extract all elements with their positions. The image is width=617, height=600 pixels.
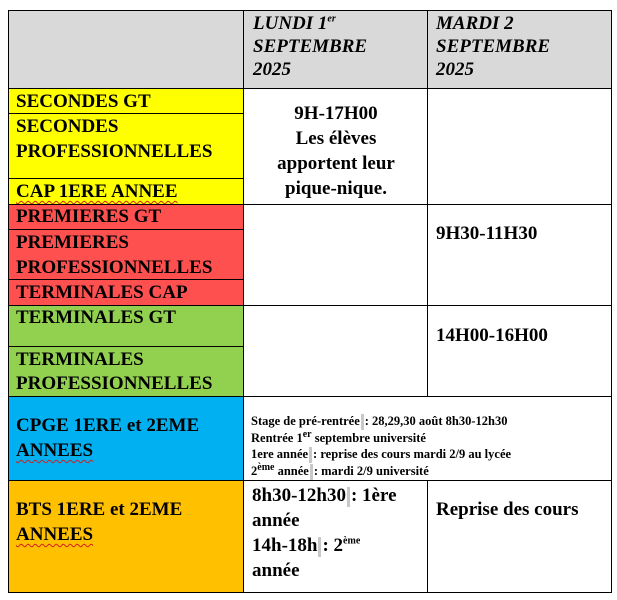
header-tuesday-month: SEPTEMBRE: [436, 36, 551, 57]
orange-label-line2: ANNEES: [16, 524, 94, 545]
header-empty-cell: [8, 10, 244, 89]
blue-info-first-year: 1ere année: [251, 447, 309, 462]
header-tuesday-year: 2025: [436, 59, 474, 80]
orange-tuesday-text: Reprise des cours: [436, 499, 579, 520]
red-label-a: PREMIERES GT: [16, 206, 162, 227]
blue-label-line2: ANNEES: [16, 440, 94, 461]
red-monday-cell: [244, 204, 428, 305]
blue-info-second-year-sup: ème: [257, 462, 275, 474]
blue-info-first-year-rest: : reprise des cours mardi 2/9 au lycée: [313, 447, 512, 462]
red-label-c: TERMINALES CAP: [16, 282, 188, 303]
yellow-label-b1: SECONDES: [16, 116, 119, 137]
blue-info-second-year-word: année: [274, 464, 309, 479]
blue-info-rentree-sup: er: [302, 428, 312, 440]
yellow-monday-cell: [244, 89, 428, 204]
red-label-b2: PROFESSIONNELLES: [16, 257, 213, 278]
orange-monday-year1: : 1ère: [350, 485, 397, 506]
yellow-label-a: SECONDES GT: [16, 91, 151, 112]
blue-info-rentree-rest: septembre université: [311, 431, 426, 446]
yellow-label-b2: PROFESSIONNELLES: [16, 141, 213, 162]
blue-label-line1: CPGE 1ERE et 2EME: [16, 415, 200, 436]
header-tuesday-day: MARDI 2: [436, 13, 514, 34]
header-tuesday-cell: [428, 10, 611, 89]
blue-info-stage-dates: : 28,29,30 août 8h30-12h30: [364, 414, 508, 428]
orange-monday-word1: année: [252, 510, 300, 531]
blue-info-second-year: 2: [251, 464, 258, 479]
yellow-monday-line1: 9H-17H00: [294, 103, 378, 124]
blue-info-cell: [244, 396, 611, 480]
orange-monday-word2: année: [252, 560, 300, 581]
orange-monday-time1: 8h30-12h30: [252, 485, 346, 506]
yellow-tuesday-cell: [428, 89, 611, 204]
blue-info-second-year-rest: : mardi 2/9 université: [313, 464, 429, 479]
header-monday-year: 2025: [253, 59, 291, 80]
orange-monday-time2: 14h-18h: [252, 535, 318, 556]
orange-label-line1: BTS 1ERE et 2EME: [16, 499, 183, 520]
orange-tuesday-cell: [428, 480, 611, 592]
orange-monday-cell: [244, 480, 428, 592]
blue-group-cell: [8, 396, 244, 480]
yellow-group-cell: [8, 89, 244, 204]
yellow-monday-line2: Les élèves: [295, 128, 377, 149]
red-tuesday-time: 9H30-11H30: [436, 223, 538, 244]
header-monday-cell: [244, 10, 428, 89]
yellow-label-c: CAP 1ERE ANNEE: [16, 181, 178, 202]
header-monday-sup: er: [327, 13, 336, 25]
green-tuesday-time: 14H00-16H00: [436, 325, 548, 346]
orange-group-cell: [8, 480, 244, 592]
blue-info-stage: Stage de pré-rentrée: [251, 414, 360, 428]
red-group-cell: [8, 204, 244, 305]
green-group-cell: [8, 305, 244, 396]
orange-monday-year2-sup: ème: [343, 535, 361, 547]
header-monday-month: SEPTEMBRE: [253, 36, 368, 57]
green-monday-cell: [244, 305, 428, 396]
green-label-b1: TERMINALES: [16, 349, 144, 370]
red-label-b1: PREMIERES: [16, 232, 129, 253]
red-tuesday-cell: [428, 204, 611, 305]
yellow-monday-line3: apportent leur: [277, 153, 395, 174]
header-monday-day: LUNDI 1: [253, 13, 328, 34]
green-label-b2: PROFESSIONNELLES: [16, 373, 213, 394]
orange-monday-year2: : 2: [322, 535, 344, 556]
green-tuesday-cell: [428, 305, 611, 396]
green-label-a: TERMINALES GT: [16, 307, 176, 328]
blue-info-rentree: Rentrée 1: [251, 431, 303, 446]
yellow-monday-line4: pique-nique.: [285, 178, 387, 199]
